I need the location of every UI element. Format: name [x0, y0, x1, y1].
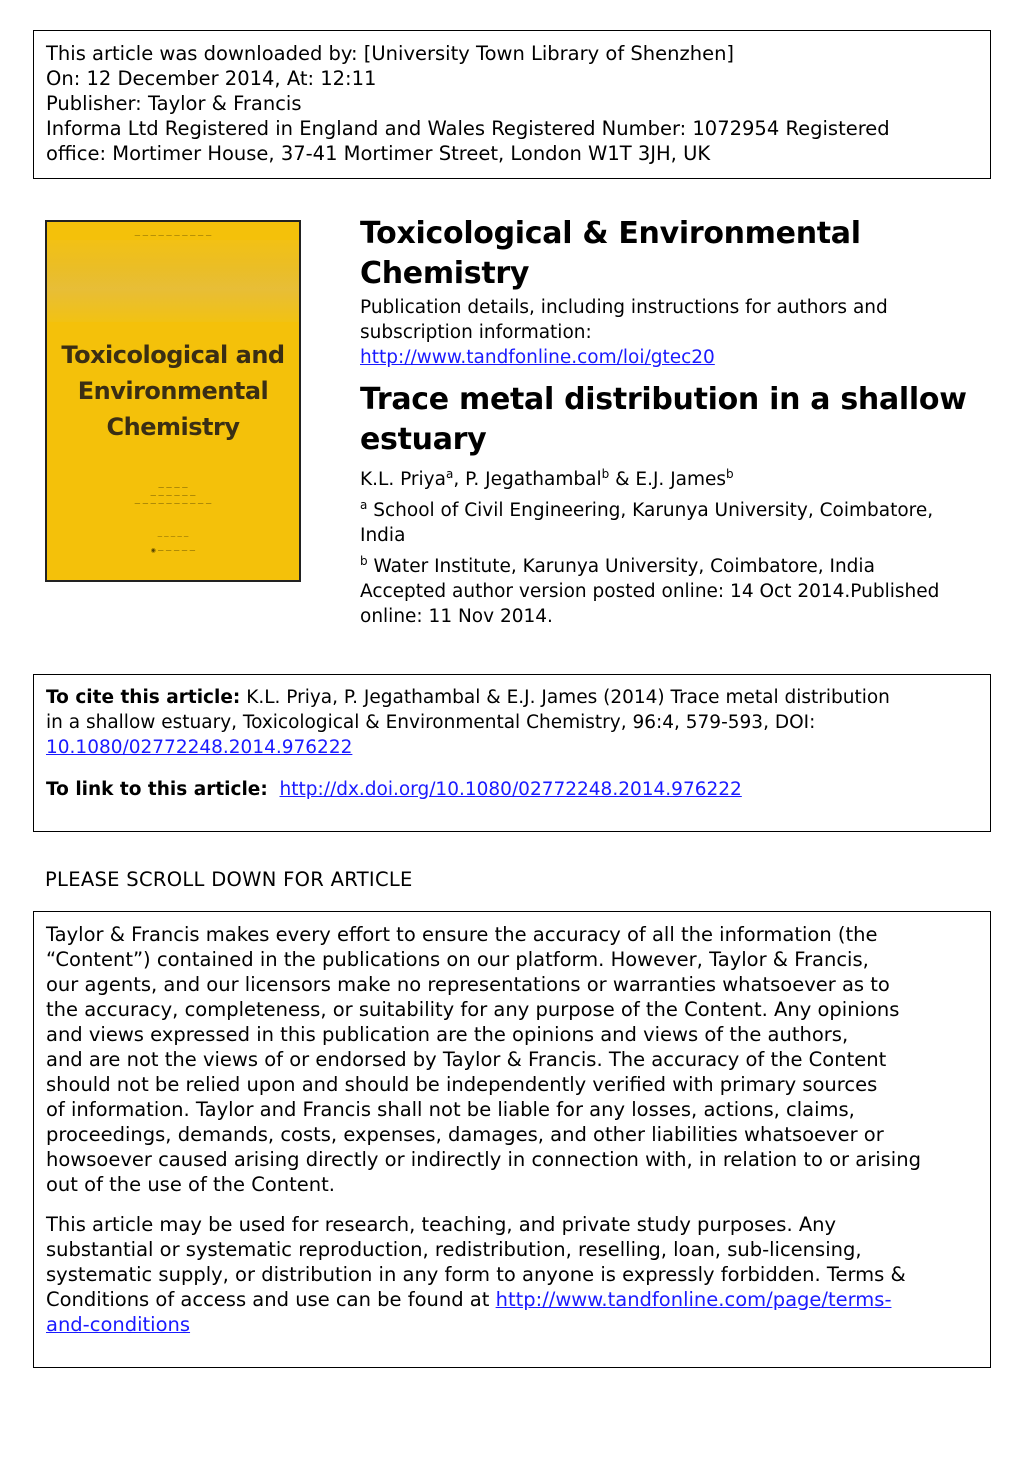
author-name: & E.J. James: [609, 469, 727, 490]
cover-title-line: Environmental: [77, 377, 269, 405]
terms-link-text[interactable]: http://www.tandfonline.com/page/terms-: [495, 1288, 892, 1311]
citation-text: in a shallow estuary, Toxicological & Environmental Chemistry, 96:4, 579-593, DOI:: [46, 712, 816, 733]
affiliation-marker: a: [445, 466, 454, 481]
affiliation-marker: a: [360, 497, 368, 512]
article-header: [360, 214, 980, 629]
cover-editor-block: — — — — — — — — — — — — — — — — — — — —: [134, 484, 212, 507]
usage-line: This article may be used for research, teaching, and private study purposes. Any: [46, 1213, 837, 1236]
article-title: [360, 380, 980, 460]
disclaimer-line: howsoever caused arising directly or indirectly in connection with, in relation to or arising: [46, 1148, 921, 1171]
article-title-line: Trace metal distribution in a shallow: [360, 382, 967, 417]
affiliation-a: [360, 498, 980, 548]
article-title-line: estuary: [360, 422, 487, 457]
scroll-notice: PLEASE SCROLL DOWN FOR ARTICLE: [45, 868, 413, 891]
usage-line: systematic supply, or distribution in any form to anyone is expressly forbidden. Terms &: [46, 1263, 906, 1286]
publisher-line: Publisher: Taylor & Francis: [46, 92, 302, 115]
affiliation-marker: b: [601, 466, 610, 481]
journal-title-line: Chemistry: [360, 256, 530, 291]
disclaimer-line: Taylor & Francis makes every effort to ensure the accuracy of all the information (the: [46, 923, 878, 946]
publication-details-line: Publication details, including instructions for authors and: [360, 297, 888, 318]
author-name: K.L. Priya: [360, 469, 446, 490]
download-notice-line: This article was downloaded by: [University Town Library of Shenzhen]: [46, 42, 735, 65]
publication-details-line: subscription information:: [360, 322, 592, 343]
cover-volume-line: — — — — — — — — — —: [134, 232, 212, 239]
disclaimer-line: and are not the views of or endorsed by Taylor & Francis. The accuracy of the Content: [46, 1048, 887, 1071]
affiliation-marker: b: [726, 466, 734, 481]
cover-title-line: Chemistry: [106, 413, 240, 441]
cover-publisher-logo: ◉ — — — — —: [150, 547, 196, 554]
affiliation-text: Water Institute, Karunya University, Coimbatore, India: [367, 556, 875, 577]
publication-details: [360, 295, 980, 370]
citation-text: K.L. Priya, P. Jegathambal & E.J. James (2014) Trace metal distribution: [240, 687, 890, 708]
cover-decorative-band: [47, 240, 299, 322]
link-label: To link to this article:: [46, 779, 268, 800]
download-date-line: On: 12 December 2014, At: 12:11: [46, 67, 377, 90]
disclaimer-box: [33, 911, 991, 1368]
journal-url-link[interactable]: http://www.tandfonline.com/loi/gtec20: [360, 347, 715, 368]
journal-title: [360, 214, 980, 294]
terms-link-text[interactable]: and-conditions: [46, 1313, 191, 1336]
disclaimer-line: out of the use of the Content.: [46, 1173, 335, 1196]
article-url-link[interactable]: http://dx.doi.org/10.1080/02772248.2014.976222: [279, 779, 742, 800]
office-line: office: Mortimer House, 37-41 Mortimer Street, London W1T 3JH, UK: [46, 142, 711, 165]
journal-cover-image: [45, 220, 301, 582]
publication-date-line: Accepted author version posted online: 14 Oct 2014.Published: [360, 581, 940, 602]
disclaimer-line: our agents, and our licensors make no representations or warranties whatsoever as to: [46, 973, 890, 996]
cover-title: [47, 337, 299, 445]
affiliation-text: India: [360, 525, 406, 546]
download-notice-box: [33, 30, 991, 179]
author-name: , P. Jegathambal: [453, 469, 602, 490]
author-list: [360, 467, 980, 492]
cover-issn-mark: — — — — —: [157, 534, 189, 540]
usage-paragraph: [46, 1212, 982, 1337]
disclaimer-paragraph: [46, 922, 982, 1197]
affiliation-text: School of Civil Engineering, Karunya University, Coimbatore,: [367, 500, 934, 521]
disclaimer-line: of information. Taylor and Francis shall not be liable for any losses, actions, claims,: [46, 1098, 855, 1121]
registration-line: Informa Ltd Registered in England and Wales Registered Number: 1072954 Registered: [46, 117, 890, 140]
publication-date-line: online: 11 Nov 2014.: [360, 606, 553, 627]
usage-line: Conditions of access and use can be found at: [46, 1288, 496, 1311]
usage-line: substantial or systematic reproduction, redistribution, reselling, loan, sub-licensing,: [46, 1238, 862, 1261]
affiliation-b: [360, 554, 980, 629]
disclaimer-line: the accuracy, completeness, or suitability for any purpose of the Content. Any opinions: [46, 998, 900, 1021]
doi-link[interactable]: 10.1080/02772248.2014.976222: [46, 737, 353, 758]
cover-title-line: Toxicological and: [61, 341, 285, 369]
disclaimer-line: “Content”) contained in the publications on our platform. However, Taylor & Francis,: [46, 948, 869, 971]
affiliation-marker: b: [360, 553, 368, 568]
journal-title-line: Toxicological & Environmental: [360, 216, 861, 251]
cite-label: To cite this article:: [46, 687, 241, 708]
disclaimer-line: proceedings, demands, costs, expenses, damages, and other liabilities whatsoever or: [46, 1123, 884, 1146]
citation-box: [33, 674, 991, 832]
disclaimer-line: should not be relied upon and should be independently verified with primary sources: [46, 1073, 878, 1096]
disclaimer-line: and views expressed in this publication are the opinions and views of the authors,: [46, 1023, 849, 1046]
